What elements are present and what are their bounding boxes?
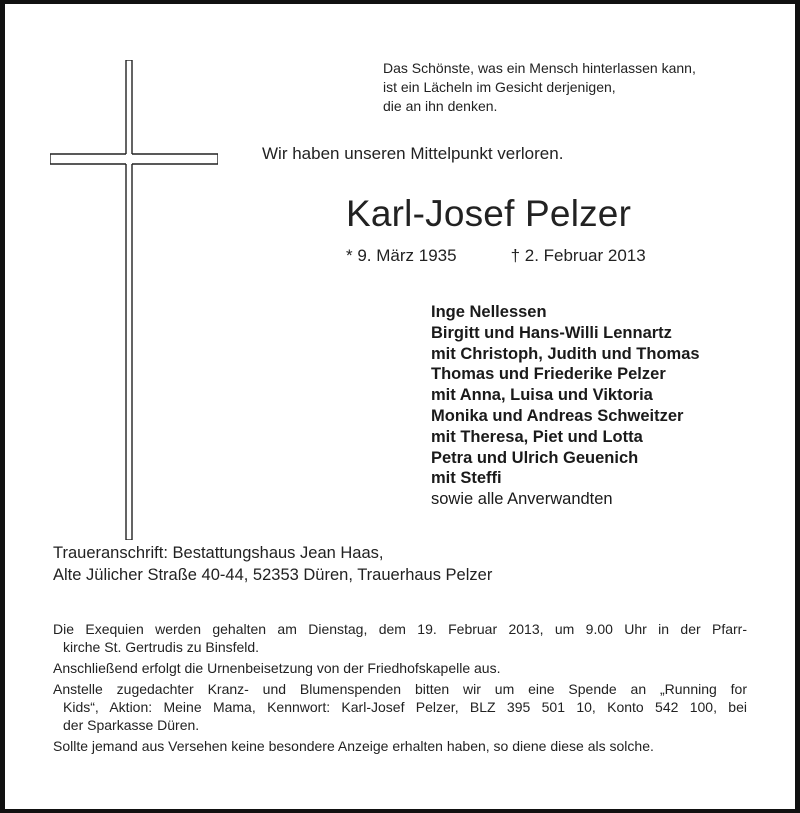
death-date: † 2. Februar 2013	[510, 246, 646, 265]
family-member: mit Christoph, Judith und Thomas	[431, 344, 700, 363]
heading: Wir haben unseren Mittelpunkt verloren.	[262, 144, 564, 163]
donation-line: Kids“, Aktion: Meine Mama, Kennwort: Karl-Josef Pelzer, BLZ 395 501 10, Konto 542 100, bei	[63, 699, 747, 715]
memorial-quote	[383, 59, 696, 116]
family-member: Thomas und Friederike Pelzer	[431, 365, 666, 384]
exequien-paragraph	[53, 620, 747, 656]
family-member: Birgitt und Hans-Willi Lennartz	[431, 323, 672, 342]
family-member: Inge Nellessen	[431, 303, 547, 321]
address-line: Traueranschrift: Bestattungshaus Jean Haas,	[53, 544, 384, 562]
address-line: Alte Jülicher Straße 40-44, 52353 Düren, Trauerhaus Pelzer	[53, 566, 493, 584]
family-member: mit Theresa, Piet und Lotta	[431, 427, 643, 446]
mourning-address	[53, 542, 492, 586]
exequien-line: Die Exequien werden gehalten am Dienstag, dem 19. Februar 2013, um 9.00 Uhr in der Pfarr-	[53, 621, 747, 637]
family-member: Monika und Andreas Schweitzer	[431, 406, 684, 425]
notice-paragraph: Sollte jemand aus Versehen keine besondere Anzeige erhalten haben, so diene diese als solche.	[53, 738, 654, 754]
relatives-line: sowie alle Anverwandten	[431, 490, 613, 509]
donation-line: der Sparkasse Düren.	[63, 717, 200, 733]
donation-paragraph	[53, 680, 747, 734]
family-member: Petra und Ulrich Geuenich	[431, 448, 639, 467]
deceased-name: Karl-Josef Pelzer	[346, 193, 632, 234]
donation-line: Anstelle zugedachter Kranz- und Blumenspenden bitten wir um eine Spende an „Running for	[53, 681, 747, 697]
family-list	[431, 302, 700, 510]
quote-line: die an ihn denken.	[383, 98, 498, 114]
urn-paragraph: Anschließend erfolgt die Urnenbeisetzung von der Friedhofskapelle aus.	[53, 660, 501, 676]
cross-icon	[50, 60, 218, 540]
birth-date: * 9. März 1935	[346, 246, 457, 265]
family-member: mit Anna, Luisa und Viktoria	[431, 386, 653, 405]
exequien-line: kirche St. Gertrudis zu Binsfeld.	[63, 639, 260, 655]
quote-line: ist ein Lächeln im Gesicht derjenigen,	[383, 79, 616, 95]
life-dates	[346, 246, 646, 266]
family-member: mit Steffi	[431, 469, 502, 488]
service-notes	[53, 620, 747, 758]
quote-line: Das Schönste, was ein Mensch hinterlassen kann,	[383, 60, 696, 76]
